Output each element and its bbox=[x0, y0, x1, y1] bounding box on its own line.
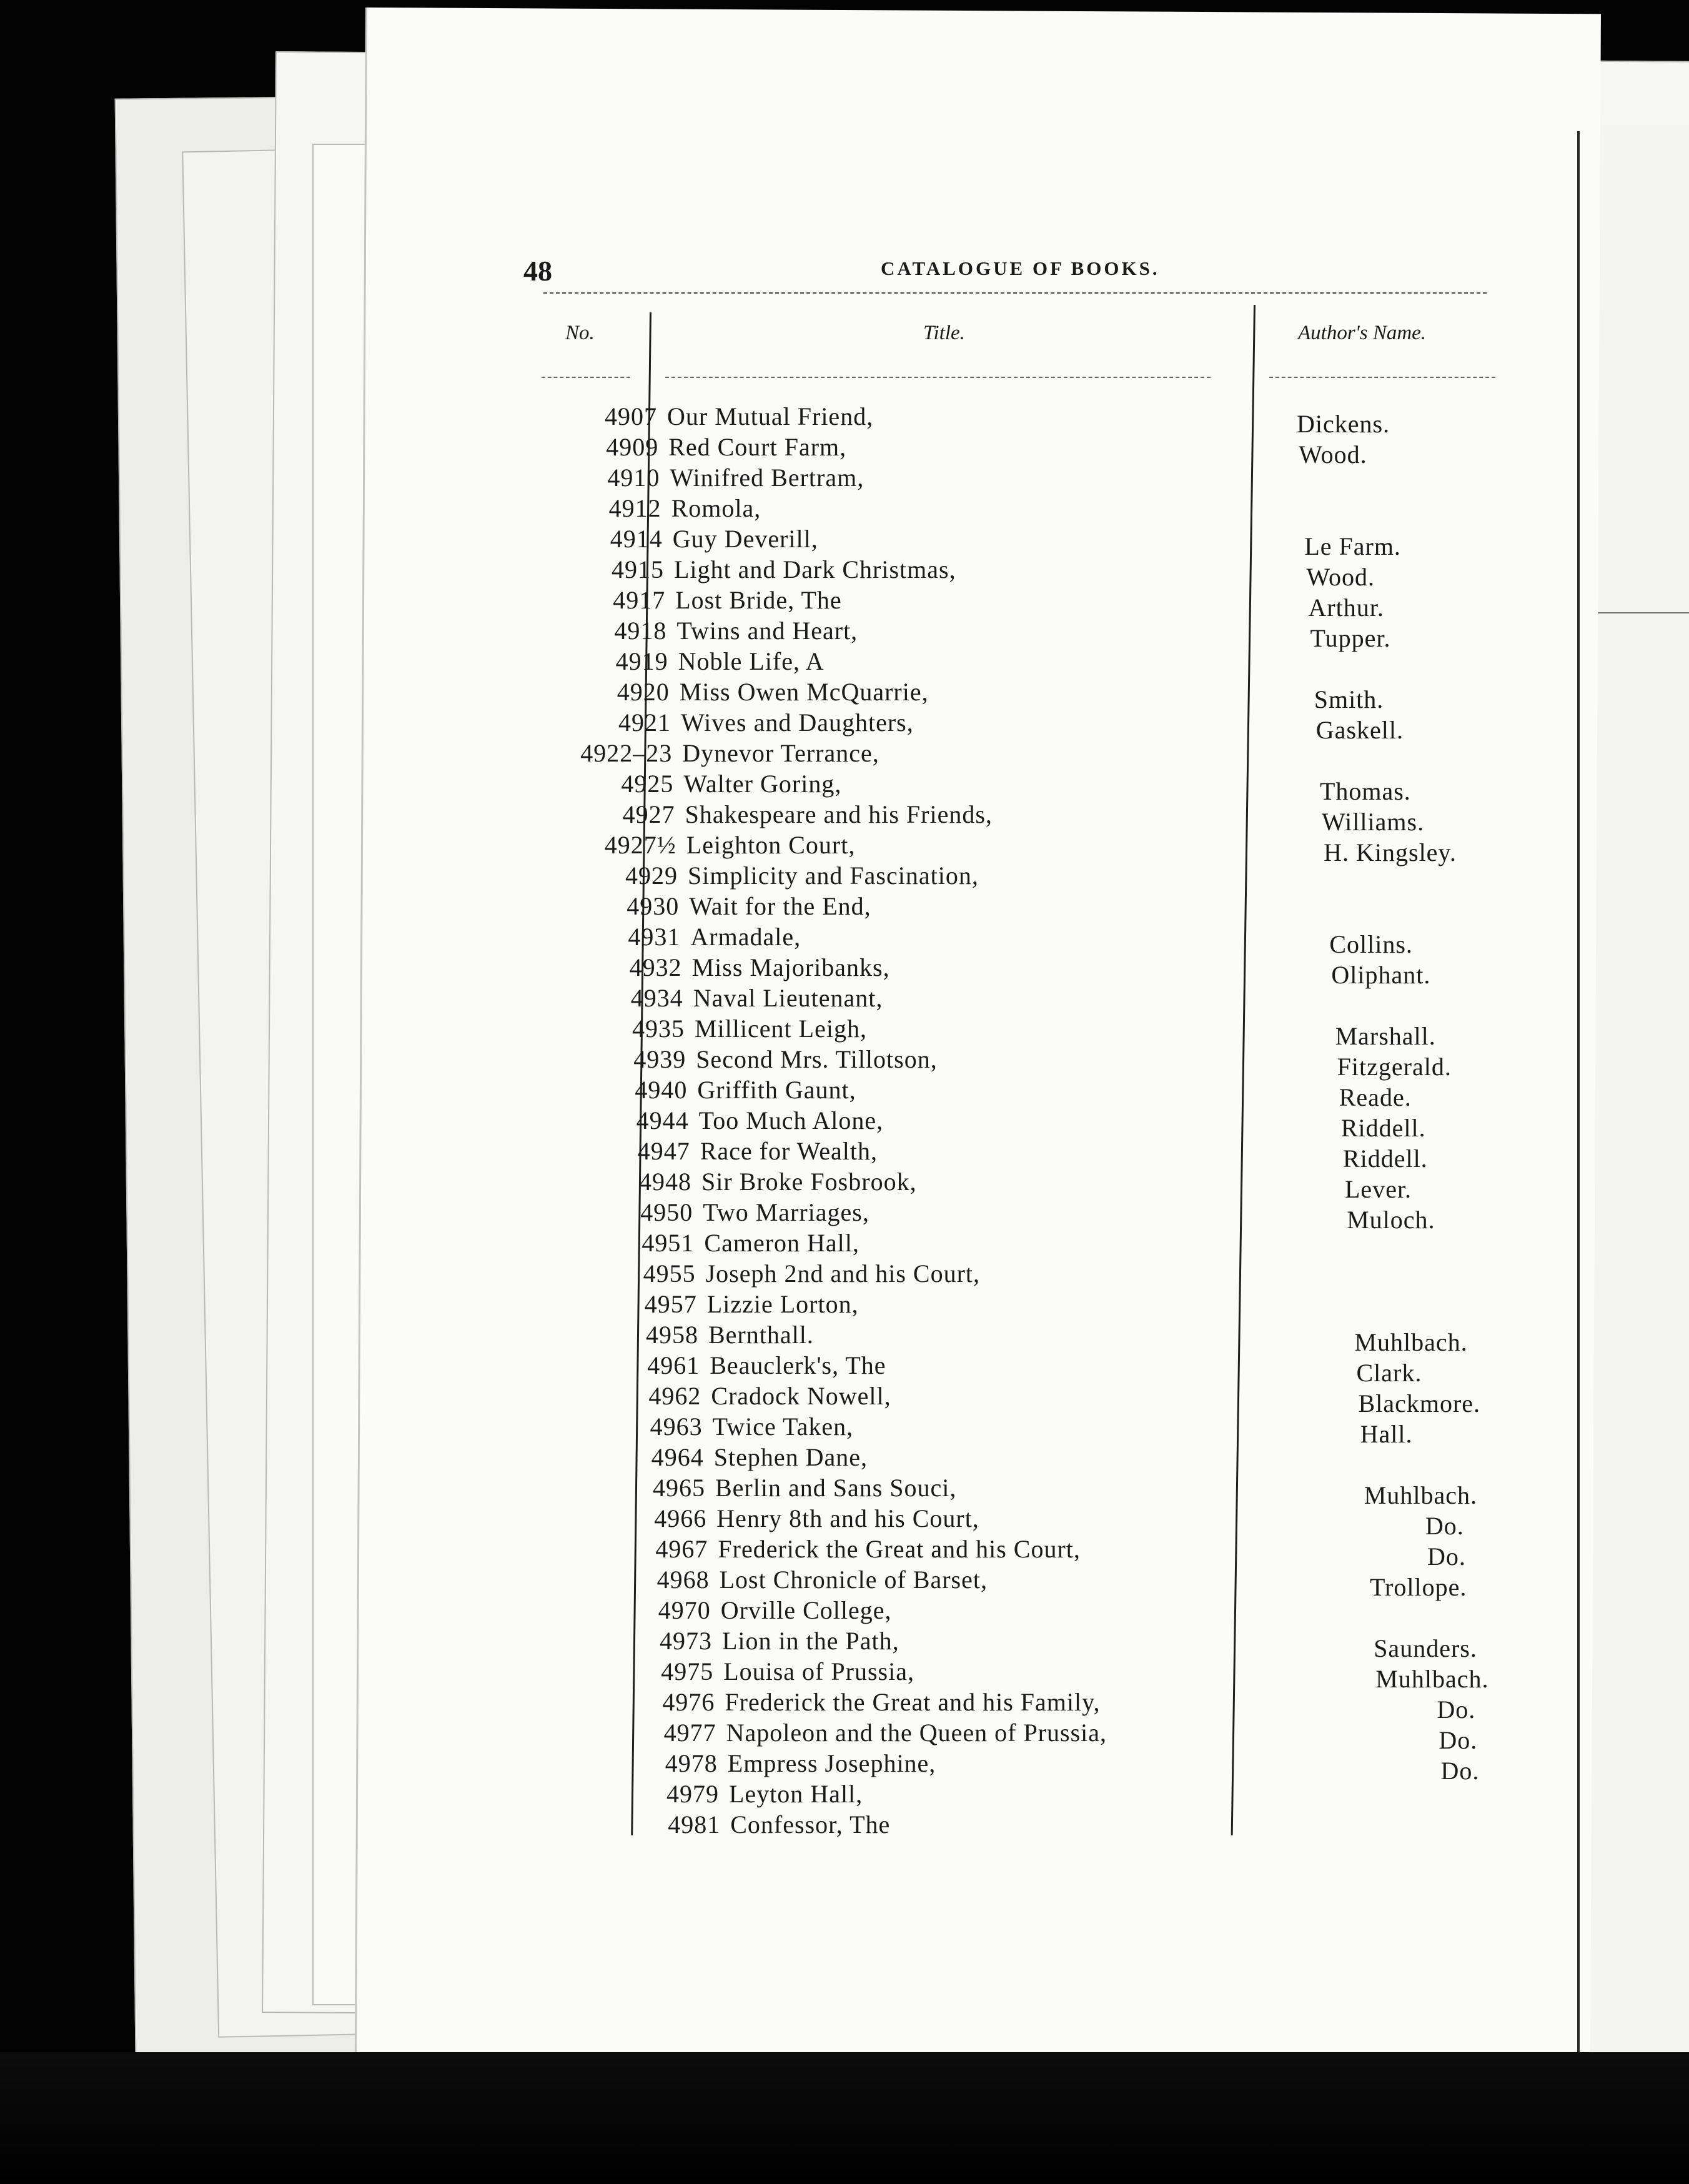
entry-title: Berlin and Sans Souci, bbox=[715, 1474, 957, 1502]
entry-number: 4909 bbox=[606, 433, 659, 461]
entry-title: Two Marriages, bbox=[703, 1198, 869, 1226]
entry-title: Sir Broke Fosbrook, bbox=[701, 1168, 917, 1196]
entry-author: Le Farm. bbox=[1304, 532, 1401, 560]
entry-number: 4970 bbox=[658, 1596, 711, 1624]
entry-number: 4907 bbox=[605, 402, 657, 430]
entry-title: Frederick the Great and his Family, bbox=[725, 1688, 1101, 1716]
entry-author: Oliphant. bbox=[1331, 961, 1431, 989]
entry-title: Miss Majoribanks, bbox=[691, 953, 890, 981]
entry-number: 4917 bbox=[613, 586, 666, 614]
entry-author: Blackmore. bbox=[1358, 1389, 1481, 1417]
entry-author: Muloch. bbox=[1347, 1206, 1435, 1234]
entry-title: Henry 8th and his Court, bbox=[716, 1504, 979, 1532]
entry-number: 4958 bbox=[646, 1321, 698, 1349]
entry-number: 4927 bbox=[622, 800, 675, 828]
entry-author: Dickens. bbox=[1297, 410, 1390, 438]
entry-author: Muhlbach. bbox=[1354, 1328, 1468, 1356]
entry-number: 4947 bbox=[637, 1137, 690, 1165]
entry-number: 4957 bbox=[644, 1290, 697, 1318]
entry-number: 4914 bbox=[610, 525, 663, 553]
entry-number: 4981 bbox=[668, 1810, 721, 1839]
entry-author: Reade. bbox=[1339, 1083, 1412, 1111]
entry-author: Arthur. bbox=[1308, 593, 1384, 622]
entry-number: 4955 bbox=[643, 1259, 696, 1288]
entry-author: Do. bbox=[1440, 1757, 1480, 1785]
entry-number: 4927½ bbox=[604, 831, 676, 859]
column-header-title: Title. bbox=[923, 322, 965, 344]
entry-title: Orville College, bbox=[720, 1596, 892, 1624]
entry-title: Joseph 2nd and his Court, bbox=[705, 1259, 981, 1288]
entry-author: Riddell. bbox=[1340, 1114, 1426, 1142]
header-rule bbox=[543, 292, 1487, 295]
entry-title: Too Much Alone, bbox=[698, 1106, 884, 1134]
entry-title: Wait for the End, bbox=[689, 892, 871, 920]
entry-author: H. Kingsley. bbox=[1324, 838, 1457, 866]
entry-author: Muhlbach. bbox=[1364, 1481, 1477, 1509]
entry-title: Armadale, bbox=[690, 923, 801, 951]
entry-author: Do. bbox=[1437, 1695, 1476, 1724]
entry-number: 4934 bbox=[630, 984, 683, 1012]
entry-title: Guy Deverill, bbox=[672, 525, 818, 553]
entry-number: 4963 bbox=[650, 1412, 703, 1441]
entry-title: Cameron Hall, bbox=[704, 1229, 859, 1257]
entry-author: Lever. bbox=[1345, 1175, 1412, 1203]
entry-author: Riddell. bbox=[1342, 1144, 1428, 1173]
entry-number: 4915 bbox=[612, 555, 664, 583]
entry-title: Beauclerk's, The bbox=[710, 1351, 886, 1379]
entry-author: Thomas. bbox=[1319, 777, 1411, 805]
entry-number: 4962 bbox=[648, 1382, 701, 1410]
entry-number: 4978 bbox=[665, 1749, 718, 1777]
entry-number: 4951 bbox=[641, 1229, 695, 1257]
entry-title: Our Mutual Friend, bbox=[667, 402, 874, 430]
entry-number: 4919 bbox=[615, 647, 668, 675]
entry-number: 4912 bbox=[608, 494, 661, 522]
entry-title: Miss Owen McQuarrie, bbox=[679, 678, 929, 706]
entry-title: Cradock Nowell, bbox=[711, 1382, 891, 1410]
entry-author: Marshall. bbox=[1335, 1022, 1436, 1050]
entry-title: Millicent Leigh, bbox=[695, 1015, 867, 1043]
entry-author: Wood. bbox=[1299, 440, 1367, 469]
entry-title: Confessor, The bbox=[730, 1810, 891, 1839]
entry-title: Second Mrs. Tillotson, bbox=[696, 1045, 938, 1073]
entry-title: Napoleon and the Queen of Prussia, bbox=[726, 1719, 1107, 1747]
column-rule bbox=[1269, 377, 1495, 379]
entry-title: Empress Josephine, bbox=[727, 1749, 936, 1777]
entry-title: Lost Bride, The bbox=[675, 586, 842, 614]
entry-title: Simplicity and Fascination, bbox=[688, 861, 979, 890]
entry-number: 4966 bbox=[654, 1504, 707, 1532]
entry-title: Naval Lieutenant, bbox=[693, 984, 883, 1012]
entry-author: Do. bbox=[1425, 1512, 1464, 1540]
entry-author: Gaskell. bbox=[1315, 716, 1404, 744]
entry-author: Tupper. bbox=[1310, 624, 1391, 652]
entry-number: 4930 bbox=[627, 892, 680, 920]
entry-author: Clark. bbox=[1356, 1359, 1422, 1387]
entry-number: 4976 bbox=[662, 1688, 715, 1716]
column-header-author: Author's Name. bbox=[1298, 322, 1427, 344]
entry-number: 4931 bbox=[628, 923, 681, 951]
entry-number: 4939 bbox=[633, 1045, 686, 1073]
entry-author: Trollope. bbox=[1370, 1573, 1467, 1601]
entry-number: 4929 bbox=[625, 861, 678, 890]
column-rule bbox=[542, 377, 630, 379]
entry-title: Red Court Farm, bbox=[668, 433, 847, 461]
entry-author: Smith. bbox=[1314, 685, 1384, 713]
entry-title: Louisa of Prussia, bbox=[723, 1657, 914, 1685]
entry-title: Dynevor Terrance, bbox=[682, 739, 879, 767]
entry-title: Leyton Hall, bbox=[729, 1780, 863, 1808]
entry-title: Griffith Gaunt, bbox=[697, 1076, 856, 1104]
entry-title: Stephen Dane, bbox=[713, 1443, 868, 1471]
entry-number: 4935 bbox=[632, 1015, 685, 1043]
running-head: CATALOGUE OF BOOKS. bbox=[881, 257, 1160, 279]
entry-number: 4979 bbox=[666, 1780, 719, 1808]
entry-title: Light and Dark Christmas, bbox=[674, 555, 956, 583]
entry-title: Lost Chronicle of Barset, bbox=[719, 1566, 988, 1594]
entry-number: 4910 bbox=[607, 464, 660, 492]
entry-title: Twins and Heart, bbox=[676, 617, 858, 645]
entry-number: 4968 bbox=[656, 1566, 710, 1594]
entry-title: Twice Taken, bbox=[712, 1412, 854, 1441]
entry-author: Do. bbox=[1427, 1542, 1466, 1571]
entry-number: 4965 bbox=[653, 1474, 705, 1502]
entry-number: 4961 bbox=[647, 1351, 700, 1379]
entry-number: 4944 bbox=[636, 1106, 689, 1134]
entry-number: 4932 bbox=[629, 953, 682, 981]
entry-number: 4950 bbox=[640, 1198, 693, 1226]
entry-author: Fitzgerald. bbox=[1337, 1053, 1452, 1081]
column-divider bbox=[1231, 305, 1256, 1835]
entry-number: 4922–23 bbox=[580, 739, 673, 767]
entry-author: Wood. bbox=[1306, 563, 1375, 591]
entry-number: 4918 bbox=[614, 617, 667, 645]
column-header-no: No. bbox=[565, 322, 595, 344]
entry-number: 4948 bbox=[639, 1168, 691, 1196]
entry-number: 4920 bbox=[617, 678, 670, 706]
page-number: 48 bbox=[523, 255, 552, 287]
entry-author: Hall. bbox=[1360, 1420, 1413, 1448]
entry-title: Walter Goring, bbox=[683, 770, 842, 798]
entry-title: Lizzie Lorton, bbox=[706, 1290, 859, 1318]
entry-title: Lion in the Path, bbox=[722, 1627, 899, 1655]
entry-title: Winifred Bertram, bbox=[670, 464, 864, 492]
entry-author: Do. bbox=[1439, 1726, 1478, 1754]
entry-author: Williams. bbox=[1322, 808, 1425, 836]
entry-number: 4975 bbox=[661, 1657, 714, 1685]
entry-title: Romola, bbox=[671, 494, 761, 522]
entry-number: 4921 bbox=[618, 708, 671, 737]
entry-title: Leighton Court, bbox=[686, 831, 856, 859]
entry-number: 4940 bbox=[635, 1076, 688, 1104]
entry-title: Noble Life, A bbox=[678, 647, 825, 675]
column-rule bbox=[665, 377, 1211, 379]
entry-title: Shakespeare and his Friends, bbox=[685, 800, 993, 828]
entry-number: 4964 bbox=[651, 1443, 704, 1471]
entry-title: Frederick the Great and his Court, bbox=[718, 1535, 1081, 1563]
entry-title: Race for Wealth, bbox=[700, 1137, 878, 1165]
entry-number: 4973 bbox=[660, 1627, 712, 1655]
entry-author: Collins. bbox=[1329, 930, 1413, 958]
entry-number: 4967 bbox=[655, 1535, 708, 1563]
entry-number: 4977 bbox=[663, 1719, 716, 1747]
entry-title: Wives and Daughters, bbox=[681, 708, 914, 737]
entry-author: Muhlbach. bbox=[1375, 1665, 1489, 1693]
entry-author: Saunders. bbox=[1374, 1634, 1477, 1662]
entry-number: 4925 bbox=[621, 770, 674, 798]
entry-title: Bernthall. bbox=[708, 1321, 814, 1349]
